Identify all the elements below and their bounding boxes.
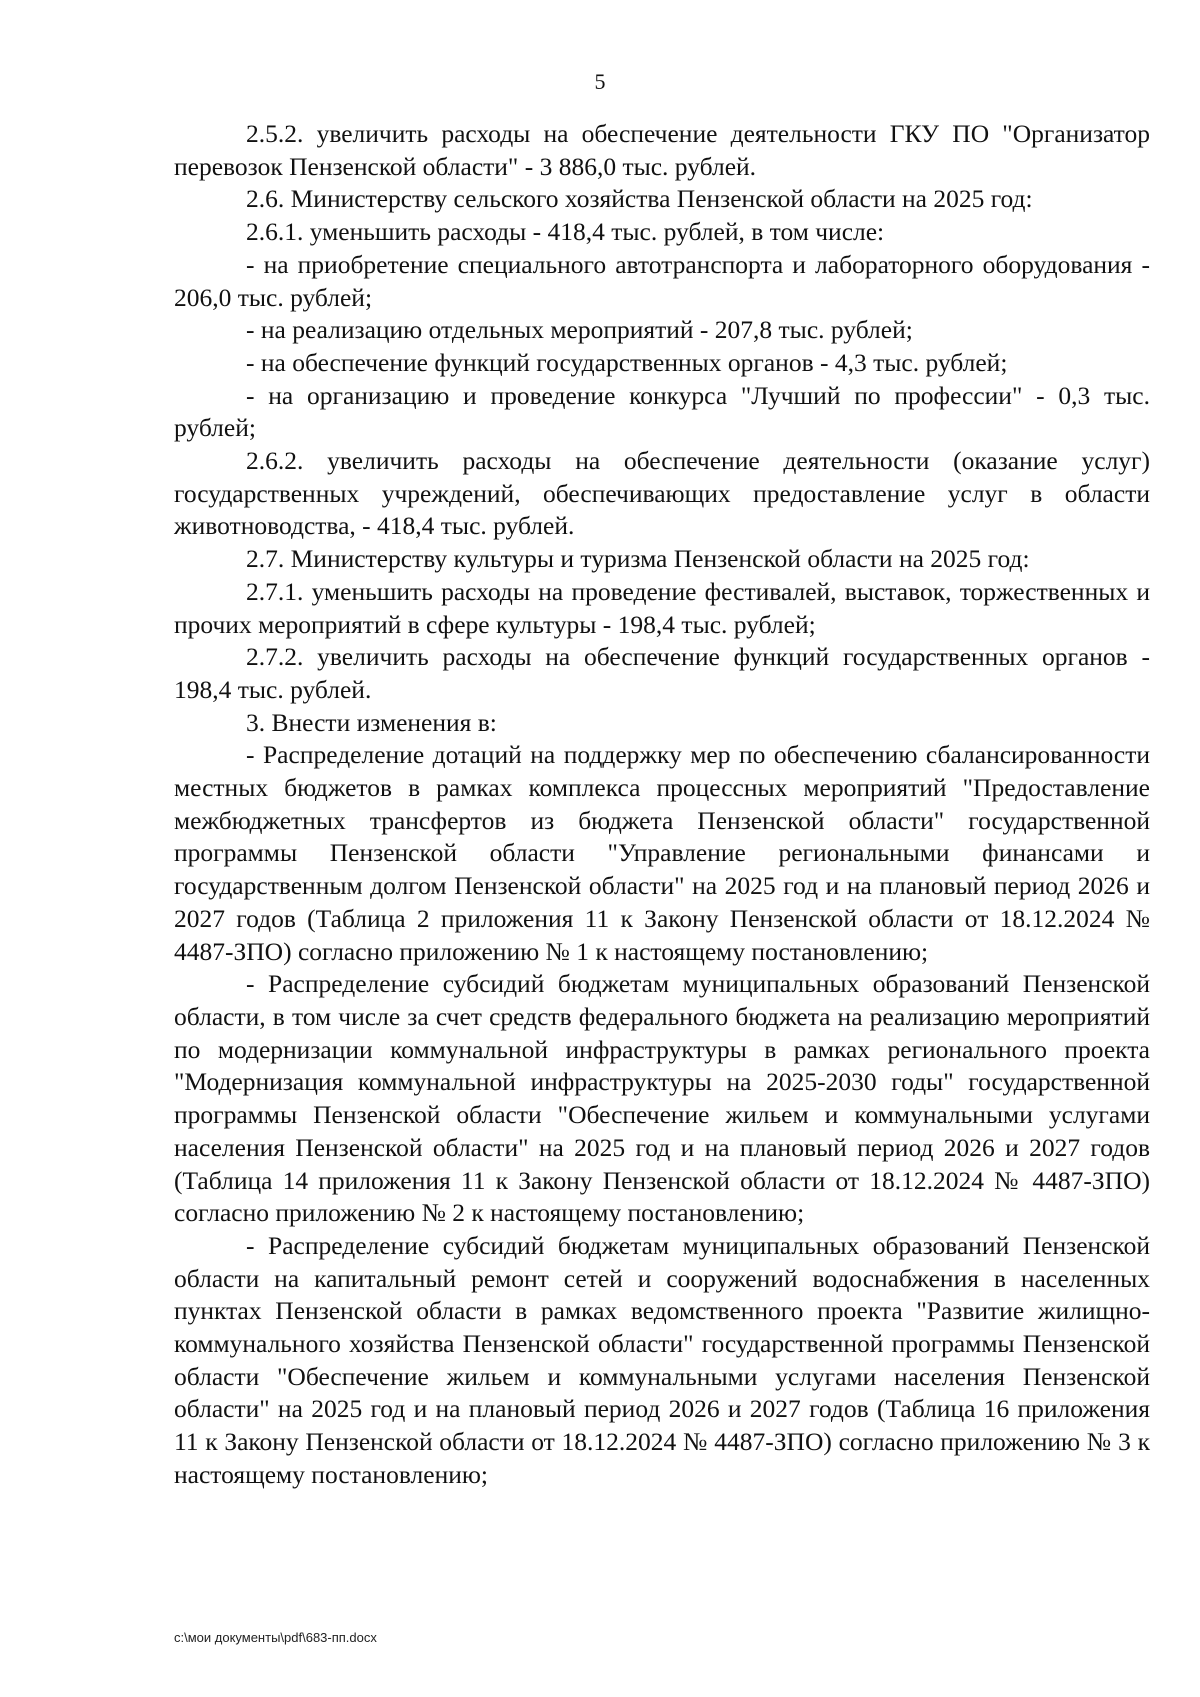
paragraph-2-7-1: 2.7.1. уменьшить расходы на проведение фестивалей, выставок, торжественных и прочих мероприятий в сфере культуры - 198,4 тыс. рублей; [174, 576, 1150, 639]
list-item-subsidies-balance: - Распределение дотаций на поддержку мер по обеспечению сбалансированности местных бюджетов в рамках комплекса процессных мероприятий "Предоставление межбюджетных трансфертов из бюджета Пензенской области" государственной программы Пензенской области "Управление региональными финансами и государственным долгом Пензенской области" на 2025 год и на плановый период 2026 и 2027 годов (Таблица 2 приложения 11 к Закону Пензенской области от 18.12.2024 № 4487-ЗПО) согласно приложению № 1 к настоящему постановлению; [174, 740, 1150, 966]
paragraph-2-5-2: 2.5.2. увеличить расходы на обеспечение деятельности ГКУ ПО "Организатор перевозок Пензенской области" - 3 886,0 тыс. рублей. [174, 119, 1150, 181]
footer-file-path: c:\мои документы\pdf\683-пп.docx [174, 1630, 377, 1645]
paragraph-2-7: 2.7. Министерству культуры и туризма Пензенской области на 2025 год: [246, 544, 1030, 574]
list-item-state-bodies: - на обеспечение функций государственных органов - 4,3 тыс. рублей; [246, 347, 1008, 377]
document-body [174, 118, 1150, 1492]
paragraph-2-6-2: 2.6.2. увеличить расходы на обеспечение деятельности (оказание услуг) государственных учреждений, обеспечивающих предоставление услуг в области животноводства, - 418,4 тыс. рублей. [174, 446, 1150, 541]
list-item-subsidies-water-supply: - Распределение субсидий бюджетам муниципальных образований Пензенской области на капитальный ремонт сетей и сооружений водоснабжения в населенных пунктах Пензенской области в рамках ведомственного проекта "Развитие жилищно-коммунального хозяйства Пензенской области" государственной программы Пензенской области "Обеспечение жильем и коммунальными услугами населения Пензенской области" на 2025 год и на плановый период 2026 и 2027 годов (Таблица 16 приложения 11 к Закону Пензенской области от 18.12.2024 № 4487-ЗПО) согласно приложению № 3 к настоящему постановлению; [174, 1230, 1150, 1489]
list-item-subsidies-modernization: - Распределение субсидий бюджетам муниципальных образований Пензенской области, в том числе за счет средств федерального бюджета на реализацию мероприятий по модернизации коммунальной инфраструктуры в рамках регионального проекта "Модернизация коммунальной инфраструктуры на 2025-2030 годы" государственной программы Пензенской области "Обеспечение жильем и коммунальными услугами населения Пензенской области" на 2025 год и на плановый период 2026 и 2027 годов (Таблица 14 приложения 11 к Закону Пензенской области от 18.12.2024 № 4487-ЗПО) согласно приложению № 2 к настоящему постановлению; [174, 969, 1150, 1228]
paragraph-2-6: 2.6. Министерству сельского хозяйства Пензенской области на 2025 год: [246, 184, 1033, 214]
paragraph-2-7-2: 2.7.2. увеличить расходы на обеспечение функций государственных органов - 198,4 тыс. рублей. [174, 642, 1150, 704]
list-item-vehicles-equipment: - на приобретение специального автотранспорта и лабораторного оборудования - 206,0 тыс. рублей; [174, 249, 1150, 312]
paragraph-2-6-1: 2.6.1. уменьшить расходы - 418,4 тыс. рублей, в том числе: [246, 217, 885, 247]
page-number: 5 [594, 69, 606, 94]
list-item-contest: - на организацию и проведение конкурса "Лучший по профессии" - 0,3 тыс. рублей; [174, 380, 1150, 443]
paragraph-3: 3. Внести изменения в: [246, 707, 497, 737]
list-item-separate-measures: - на реализацию отдельных мероприятий - 207,8 тыс. рублей; [246, 315, 913, 345]
